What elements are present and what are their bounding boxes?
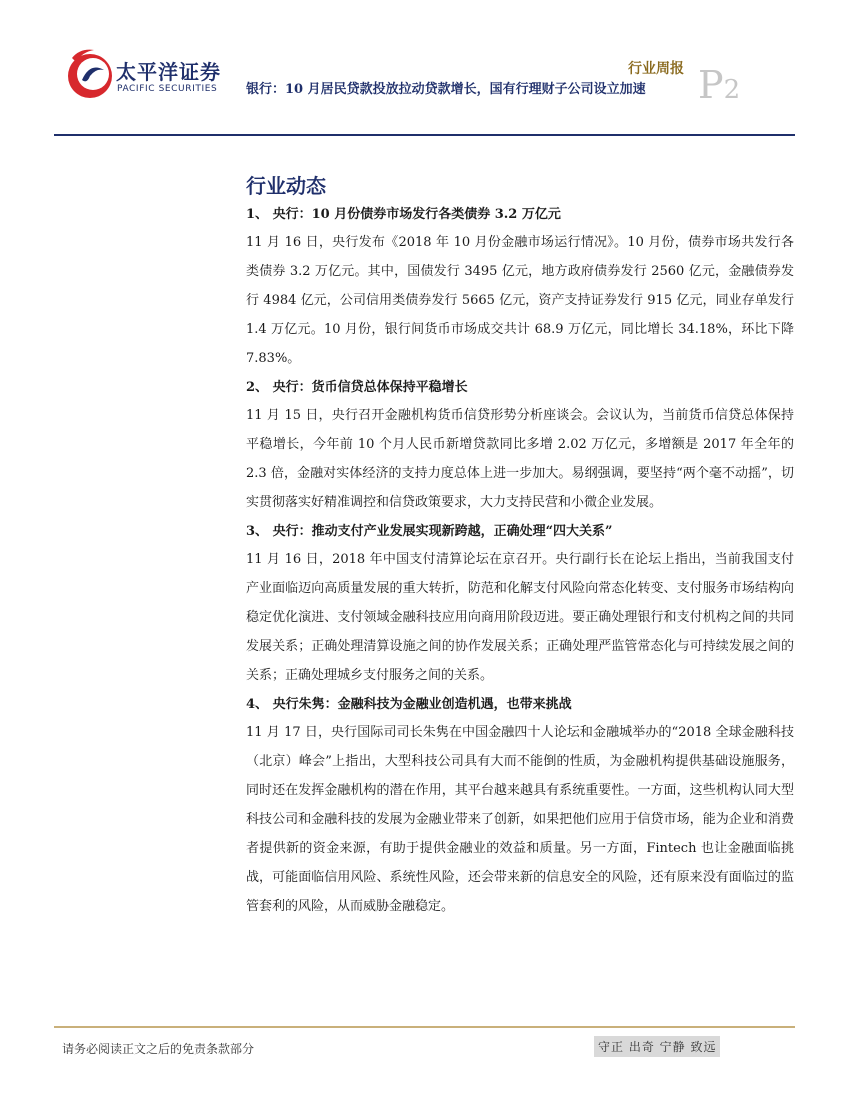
header-divider xyxy=(54,134,795,136)
logo-name-en: PACIFIC SECURITIES xyxy=(117,84,218,94)
page-number xyxy=(698,63,741,107)
news-item xyxy=(246,202,794,373)
news-item xyxy=(246,692,794,921)
logo-name-cn: 太平洋证券 xyxy=(116,60,221,84)
report-header-title: 银行：10 月居民贷款投放拉动贷款增长，国有行理财子公司设立加速 xyxy=(246,82,646,97)
news-list xyxy=(246,202,794,923)
news-body: 11 月 16 日，央行发布《2018 年 10 月份金融市场运行情况》。10 月份，债券市场共发行各类债券 3.2 万亿元。其中，国债发行 3495 亿元，地方政府债券发行 2560 亿元，金融债券发行 4984 亿元，公司信用类债券发行 5665 亿元，资产支持证券发行 915 亿元，同业存单发行 1.4 万亿元。10 月份，银行间货币市场成交共计 68.9 万亿元，同比增长 34.18%，环比下降 7.83%。 xyxy=(246,235,794,366)
news-item xyxy=(246,519,794,690)
news-heading: 3、 央行：推动支付产业发展实现新跨越，正确处理“四大关系” xyxy=(246,524,613,539)
footer-slogan: 守正 出奇 宁静 致远 xyxy=(594,1036,720,1057)
report-type: 行业周报 xyxy=(628,61,684,77)
page-letter: P xyxy=(698,63,724,107)
news-item xyxy=(246,375,794,517)
news-heading: 1、 央行：10 月份债券市场发行各类债券 3.2 万亿元 xyxy=(246,207,561,222)
footer-divider xyxy=(54,1026,795,1028)
pacific-securities-logo-icon xyxy=(60,44,112,104)
page-digit: 2 xyxy=(723,75,741,105)
company-logo xyxy=(60,44,230,104)
section-title: 行业动态 xyxy=(246,174,326,198)
news-body: 11 月 17 日，央行国际司司长朱隽在中国金融四十人论坛和金融城举办的“2018 全球金融科技（北京）峰会”上指出，大型科技公司具有大而不能倒的性质，为金融机构提供基础设施服务，同时还在发挥金融机构的潜在作用，其平台越来越具有系统重要性。一方面，这些机构认同大型科技公司和金融科技的发展为金融业带来了创新，如果把他们应用于信贷市场，能为企业和消费者提供新的资金来源，有助于提供金融业的效益和质量。另一方面，Fintech 也让金融面临挑战，可能面临信用风险、系统性风险，还会带来新的信息安全的风险，还有原来没有面临过的监管套利的风险，从而威胁金融稳定。 xyxy=(246,725,794,914)
news-body: 11 月 16 日，2018 年中国支付清算论坛在京召开。央行副行长在论坛上指出，当前我国支付产业面临迈向高质量发展的重大转折，防范和化解支付风险向常态化转变、支付服务市场结构向稳定优化演进、支付领域金融科技应用向商用阶段迈进。要正确处理银行和支付机构之间的共同发展关系；正确处理清算设施之间的协作发展关系；正确处理严监管常态化与可持续发展之间的关系；正确处理城乡支付服务之间的关系。 xyxy=(246,552,794,683)
news-heading: 4、 央行朱隽：金融科技为金融业创造机遇，也带来挑战 xyxy=(246,697,572,712)
news-body: 11 月 15 日，央行召开金融机构货币信贷形势分析座谈会。会议认为，当前货币信贷总体保持平稳增长，今年前 10 个月人民币新增贷款同比多增 2.02 万亿元，多增额是 2017 年全年的 2.3 倍，金融对实体经济的支持力度总体上进一步加大。易纲强调，要坚持“两个毫不动摇”，切实贯彻落实好精准调控和信贷政策要求，大力支持民营和小微企业发展。 xyxy=(246,408,794,510)
footer-disclaimer: 请务必阅读正文之后的免责条款部分 xyxy=(62,1042,255,1056)
news-heading: 2、 央行：货币信贷总体保持平稳增长 xyxy=(246,380,468,395)
